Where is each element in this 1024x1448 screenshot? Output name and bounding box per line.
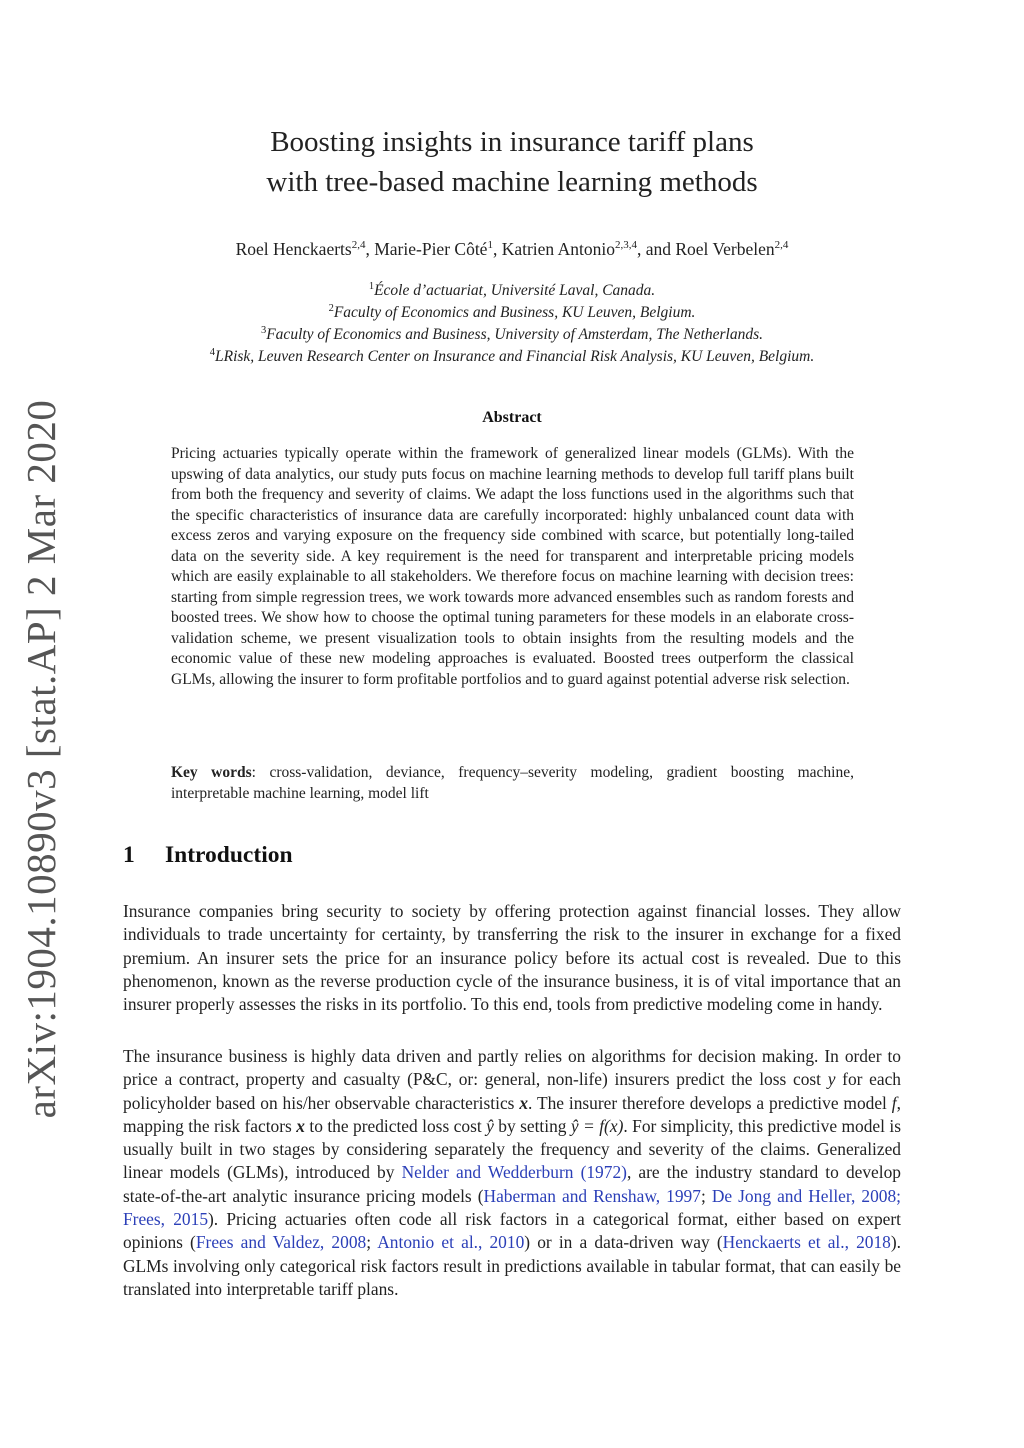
citation-link[interactable]: Frees, 2015 bbox=[123, 1209, 209, 1230]
section-number: 1 bbox=[123, 842, 135, 868]
math-equation: ŷ = f(x) bbox=[570, 1115, 624, 1136]
arxiv-sidebar bbox=[6, 399, 76, 1119]
intro-paragraph-1: Insurance companies bring security to society by offering protection against financial losses. They allow individuals to trade uncertainty for certainty, by transferring the risk to the insurer in exchange for a fixed premium. An insurer sets the price for an insurance policy before its actual cost is revealed. Due to this phenomenon, known as the reverse production cycle of the insurance business, it is of vital importance that an insurer properly assesses the risks in its portfolio. To this end, tools from predictive modeling come in handy. bbox=[123, 901, 901, 1015]
author-affil-ref: 2,4 bbox=[774, 239, 789, 251]
title-line-1: Boosting insights in insurance tariff plans bbox=[270, 126, 754, 158]
keywords-text: : cross-validation, deviance, frequency–severity modeling, gradient boosting machine, interpretable machine learning, model lift bbox=[171, 764, 854, 802]
math-symbol: ŷ bbox=[486, 1115, 494, 1136]
section-title: Introduction bbox=[165, 842, 293, 868]
text-run: ; bbox=[896, 1185, 901, 1206]
citation-link[interactable]: Antonio et al., 2010 bbox=[377, 1232, 525, 1253]
text-run: for each policyholder based on his/her observable characteristics bbox=[123, 1069, 901, 1113]
author-separator: , and bbox=[636, 239, 676, 259]
affiliation bbox=[60, 324, 964, 346]
text-run: ; bbox=[700, 1185, 712, 1206]
abstract-heading: Abstract bbox=[482, 409, 542, 426]
author-name: Marie-Pier Côté bbox=[374, 239, 488, 259]
citation-link[interactable]: Frees and Valdez, 2008 bbox=[195, 1232, 367, 1253]
affiliation-number: 1 bbox=[368, 281, 375, 292]
text-run: by setting bbox=[493, 1115, 571, 1136]
author-separator: , bbox=[365, 239, 375, 259]
text-run: , mapping the risk factors bbox=[123, 1092, 901, 1136]
text-run: ). Pricing actuaries often code all risk factors in a categorical format, either based on expert opinions ( bbox=[123, 1209, 901, 1253]
citation-link[interactable]: Haberman and Renshaw, 1997 bbox=[483, 1185, 701, 1206]
author-name: Katrien Antonio bbox=[501, 239, 615, 259]
affiliation bbox=[60, 280, 964, 302]
math-symbol: x bbox=[296, 1115, 305, 1136]
affiliation bbox=[60, 346, 964, 368]
math-symbol: f bbox=[891, 1092, 897, 1113]
affiliation-text: Faculty of Economics and Business, KU Leuven, Belgium. bbox=[333, 304, 696, 321]
text-run: to the predicted loss cost bbox=[304, 1115, 487, 1136]
text-run: ; bbox=[366, 1232, 378, 1253]
affiliation-text: Faculty of Economics and Business, University of Amsterdam, The Netherlands. bbox=[266, 326, 764, 343]
author-affil-ref: 2,4 bbox=[351, 239, 366, 251]
affiliation-text: École d’actuariat, Université Laval, Canada. bbox=[374, 282, 656, 299]
text-run: ). GLMs involving only categorical risk factors result in predictions available in tabular format, that can easily be translated into interpretable tariff plans. bbox=[123, 1232, 902, 1299]
title-line-2: with tree-based machine learning methods bbox=[266, 166, 758, 198]
author-separator: , bbox=[492, 239, 502, 259]
math-symbol: x bbox=[519, 1092, 529, 1113]
keywords-label: Key words bbox=[171, 764, 252, 781]
affiliation-number: 4 bbox=[209, 347, 215, 358]
math-symbol: y bbox=[827, 1069, 836, 1090]
affiliation-text: LRisk, Leuven Research Center on Insurance and Financial Risk Analysis, KU Leuven, Belgium. bbox=[215, 348, 815, 365]
paper-title bbox=[120, 122, 904, 202]
author-affil-ref: 1 bbox=[487, 239, 493, 251]
author-list bbox=[100, 239, 924, 260]
author-affil-ref: 2,3,4 bbox=[614, 239, 637, 251]
text-run: , are the industry standard to develop state-of-the-art analytic insurance pricing models ( bbox=[123, 1162, 902, 1206]
intro-paragraph-2 bbox=[123, 1045, 901, 1301]
affiliation-number: 3 bbox=[260, 325, 267, 336]
arxiv-identifier: arXiv:1904.10890v3 [stat.AP] 2 Mar 2020 bbox=[18, 399, 64, 1119]
section-heading bbox=[123, 842, 293, 869]
keywords bbox=[171, 763, 854, 804]
text-run: . The insurer therefore develops a predictive model bbox=[528, 1092, 892, 1113]
citation-link[interactable]: Nelder and Wedderburn (1972) bbox=[401, 1162, 627, 1183]
abstract-text: Pricing actuaries typically operate within the framework of generalized linear models (GLMs). With the upswing of data analytics, our study puts focus on machine learning methods to develop full tariff plans built from both the frequency and severity of claims. We adapt the loss functions used in the algorithms such that the specific characteristics of insurance data are carefully incorporated: highly unbalanced count data with excess zeros and varying exposure on the frequency side combined with scarce, but potentially long-tailed data on the severity side. A key requirement is the need for transparent and interpretable pricing models which are easily explainable to all stakeholders. We therefore focus on machine learning with decision trees: starting from simple regression trees, we work towards more advanced ensembles such as random forests and boosted trees. We show how to choose the optimal tuning parameters for these models in an elaborate cross-validation scheme, we present visualization tools to obtain insights from the resulting models and the economic value of these new modeling approaches is evaluated. Boosted trees outperform the classical GLMs, allowing the insurer to form profitable portfolios and to guard against potential adverse risk selection. bbox=[171, 445, 854, 688]
author-name: Roel Henckaerts bbox=[235, 239, 352, 259]
citation-link[interactable]: De Jong and Heller, 2008 bbox=[711, 1185, 897, 1206]
text-run: The insurance business is highly data driven and partly relies on algorithms for decision making. In order to price a contract, property and casualty (P&C, or: general, non-life) insurers predict the loss cost bbox=[123, 1046, 901, 1090]
affiliation-list bbox=[60, 280, 964, 368]
author-name: Roel Verbelen bbox=[675, 239, 775, 259]
citation-link[interactable]: Henckaerts et al., 2018 bbox=[722, 1232, 891, 1253]
text-run: ) or in a data-driven way ( bbox=[524, 1232, 723, 1253]
affiliation bbox=[60, 302, 964, 324]
text-run: . For simplicity, this predictive model is usually built in two stages by considering separately the frequency and severity of the claims. Generalized linear models (GLMs), introduced by bbox=[123, 1115, 901, 1183]
affiliation-number: 2 bbox=[328, 303, 334, 314]
